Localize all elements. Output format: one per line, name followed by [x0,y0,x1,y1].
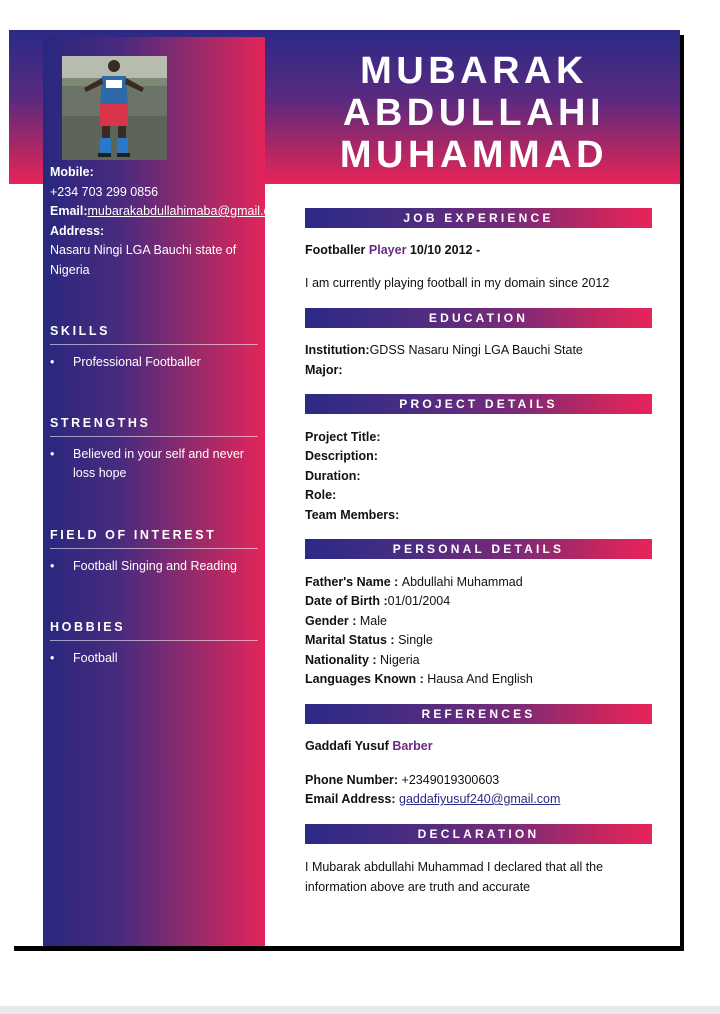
project-description-label: Description: [305,449,378,463]
skills-section [50,324,258,372]
name-line-2: ABDULLAHI [342,92,606,134]
reference-phone: +2349019300603 [401,773,500,787]
job-description: I am currently playing football in my domain since 2012 [305,276,610,290]
sidebar [43,37,288,946]
project-details-header: PROJECT DETAILS [305,394,652,414]
contact-block [50,163,288,280]
personal-field-nationality [305,651,420,671]
institution-value: GDSS Nasaru Ningi LGA Bauchi State [369,343,583,357]
interest-title: FIELD OF INTEREST [50,528,258,549]
field-value: Nigeria [380,653,420,667]
personal-field-fathers-name [305,573,523,593]
profile-photo [62,56,167,160]
reference-name-line [305,737,433,757]
bullet-icon: • [50,559,55,573]
project-team-label: Team Members: [305,508,400,522]
job-title-line [305,241,480,261]
bullet-icon: • [50,355,55,369]
field-value: Male [359,614,387,628]
declaration-text: I Mubarak abdullahi Muhammad I declared that all the information above are truth and accurate [305,860,604,894]
address-value: Nasaru Ningi LGA Bauchi state of Nigeria [50,243,237,277]
field-label: Date of Birth : [305,594,388,608]
address-label: Address: [50,223,105,238]
field-label: Marital Status : [305,633,399,647]
field-value: Single [398,633,433,647]
field-value: Abdullahi Muhammad [401,575,523,589]
strengths-title: STRENGTHS [50,416,258,437]
field-label: Nationality : [305,653,381,667]
declaration-header: DECLARATION [305,824,652,844]
candidate-name [309,50,639,176]
personal-details-header: PERSONAL DETAILS [305,539,652,559]
email-label: Email: [50,204,88,218]
hobbies-item-text: Football [73,651,118,665]
resume-page [9,30,680,946]
major-label: Major: [305,363,343,377]
education-header: EDUCATION [305,308,652,328]
job-dates: 10/10 2012 - [409,243,481,257]
job-experience-header: JOB EXPERIENCE [305,208,652,228]
project-role-label: Role: [305,488,337,502]
field-value: Hausa And English [427,672,533,686]
reference-phone-label: Phone Number: [305,773,402,787]
bottom-strip [0,1006,720,1014]
personal-field-gender [305,612,387,632]
personal-field-marital-status [305,631,433,651]
name-line-1: MUBARAK [360,50,588,92]
education-major [305,361,343,381]
hobbies-section [50,620,258,668]
strengths-item [50,445,258,483]
bullet-icon: • [50,651,55,665]
project-duration-label: Duration: [305,469,361,483]
reference-email-label: Email Address: [305,792,400,806]
hobbies-item [50,649,258,668]
personal-field-languages [305,670,533,690]
email-link[interactable]: mubarakabdullahimaba@gmail.com [87,204,288,218]
mobile-label: Mobile: [50,165,94,179]
reference-occupation: Barber [392,739,433,753]
institution-label: Institution: [305,343,370,357]
skills-title: SKILLS [50,324,258,345]
email-row [50,202,288,222]
interest-item [50,557,258,576]
reference-email-line [305,790,560,810]
reference-name: Gaddafi Yusuf [305,739,389,753]
hobbies-title: HOBBIES [50,620,258,641]
reference-phone-line [305,771,499,791]
field-label: Languages Known : [305,672,428,686]
field-label: Gender : [305,614,360,628]
job-role: Player [368,243,407,257]
references-header: REFERENCES [305,704,652,724]
skills-item-text: Professional Footballer [73,355,201,369]
reference-email-link[interactable]: gaddafiyusuf240@gmail.com [399,792,561,806]
field-value: 01/01/2004 [387,594,451,608]
strengths-section [50,416,258,483]
interest-section [50,528,258,576]
field-label: Father's Name : [305,575,402,589]
interest-item-text: Football Singing and Reading [73,559,238,573]
personal-field-dob [305,592,450,612]
name-line-3: MUHAMMAD [339,134,609,176]
education-institution [305,341,583,361]
mobile-value: +234 703 299 0856 [50,184,159,199]
project-title-label: Project Title: [305,430,381,444]
job-employer: Footballer [305,243,366,257]
skills-item [50,353,258,372]
strengths-item-text: Believed in your self and never loss hope [73,447,244,480]
profile-photo-image [62,56,167,160]
bullet-icon: • [50,447,55,461]
